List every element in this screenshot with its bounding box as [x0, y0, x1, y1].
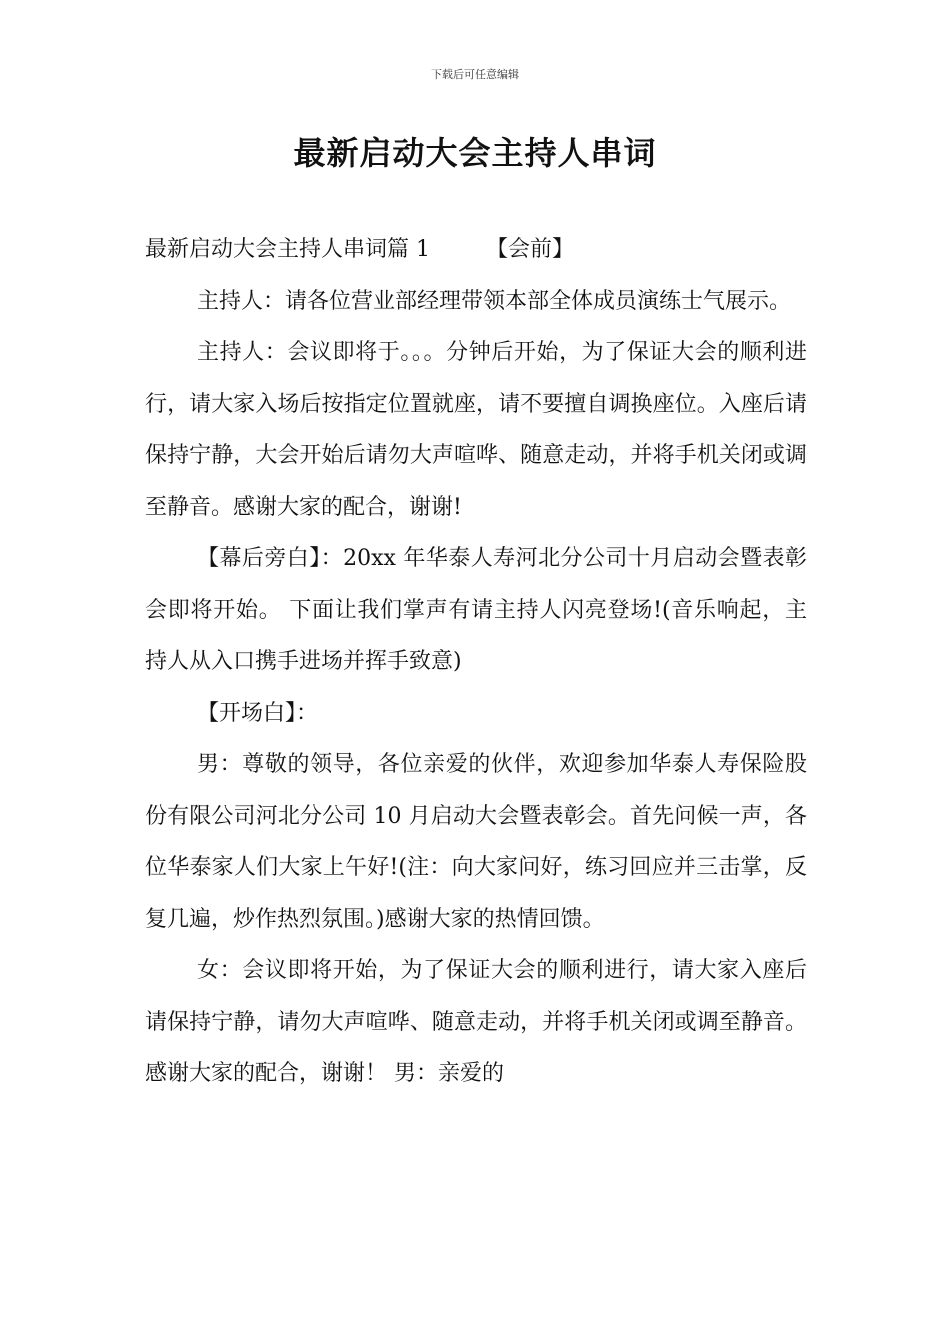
- section-tag: 【会前】: [486, 237, 575, 262]
- header-note: 下载后可任意编辑: [431, 68, 519, 81]
- paragraph-narration: 【幕后旁白】：20xx 年华泰人寿河北分公司十月启动会暨表彰会即将开始。 下面让我们掌声有请主持人闪亮登场!(音乐响起，主持人从入口携手进场并挥手致意): [145, 546, 807, 674]
- section-heading: 最新启动大会主持人串词篇 1: [145, 237, 430, 262]
- document-body: [145, 224, 807, 1100]
- document-title: 最新启动大会主持人串词: [293, 134, 657, 172]
- paragraph-opening-label: 【开场白】：: [197, 700, 319, 726]
- paragraph-host-notice: 主持人：会议即将于。。。分钟后开始，为了保证大会的顺利进行，请大家入场后按指定位置就座，请不要擅自调换座位。入座后请保持宁静，大会开始后请勿大声喧哗、随意走动，并将手机关闭或调至静音。感谢大家的配合，谢谢!: [145, 340, 807, 520]
- section-gap: [430, 224, 486, 276]
- paragraph-host-intro: 主持人：请各位营业部经理带领本部全体成员演练士气展示。: [197, 288, 792, 314]
- paragraph-female-host: 女：会议即将开始，为了保证大会的顺利进行，请大家入座后请保持宁静，请勿大声喧哗、随意走动，并将手机关闭或调至静音。感谢大家的配合，谢谢！ 男：亲爱的: [145, 958, 807, 1086]
- section-heading-line: [145, 224, 807, 276]
- paragraph-male-host: 男：尊敬的领导，各位亲爱的伙伴，欢迎参加华泰人寿保险股份有限公司河北分公司 10 月启动大会暨表彰会。首先问候一声，各位华泰家人们大家上午好!(注：向大家问好，练习回应并三击掌，反复几遍，炒作热烈氛围。)感谢大家的热情回馈。: [145, 752, 807, 932]
